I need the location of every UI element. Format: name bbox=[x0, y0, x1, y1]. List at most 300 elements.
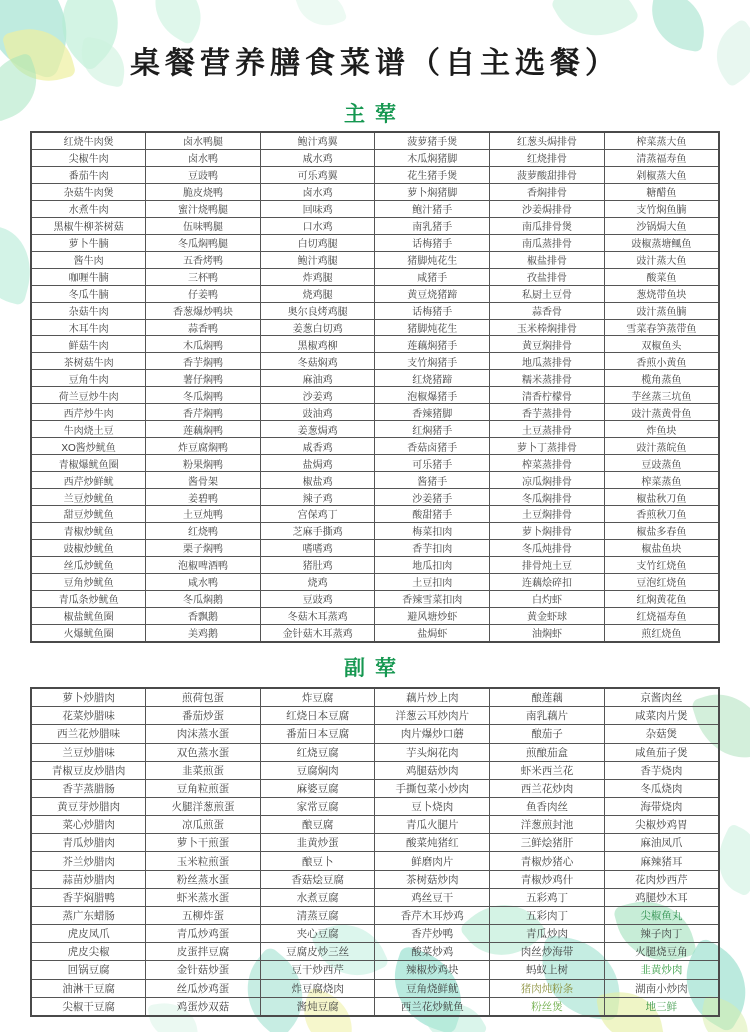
dish-cell: 红烧排骨 bbox=[490, 149, 605, 166]
dish-cell: 甜豆炒鱿鱼 bbox=[31, 506, 146, 523]
dish-cell: 鸡蛋炒双菇 bbox=[146, 997, 261, 1016]
dish-cell: 椒盐鱿鱼圈 bbox=[31, 607, 146, 624]
menu-row bbox=[31, 268, 719, 285]
dish-cell: 烧鸡腿 bbox=[260, 285, 375, 302]
dish-cell: 湖南小炒肉 bbox=[604, 979, 719, 997]
dish-cell: 香飘鹅 bbox=[146, 607, 261, 624]
dish-cell: 椒盐排骨 bbox=[490, 251, 605, 268]
dish-cell: 孜盐排骨 bbox=[490, 268, 605, 285]
menu-row bbox=[31, 353, 719, 370]
dish-cell: 韭黄炒蛋 bbox=[260, 834, 375, 852]
section-label-main-meat: 主荤 bbox=[344, 103, 406, 126]
dish-cell: 椒盐多春鱼 bbox=[604, 522, 719, 539]
dish-cell: 酸菜炒鸡 bbox=[375, 943, 490, 961]
dish-cell: 青椒豆皮炒腊肉 bbox=[31, 761, 146, 779]
dish-cell: 豆腐皮炒三丝 bbox=[260, 943, 375, 961]
dish-cell: 香芹木耳炒鸡 bbox=[375, 906, 490, 924]
dish-cell: 泡椒爆猪手 bbox=[375, 387, 490, 404]
dish-cell: 黄豆芽炒腊肉 bbox=[31, 798, 146, 816]
menu-row bbox=[31, 906, 719, 924]
dish-cell: 丝瓜炒鱿鱼 bbox=[31, 556, 146, 573]
dish-cell: 冬瓜焖鸭 bbox=[146, 387, 261, 404]
dish-cell: 豆角粒煎蛋 bbox=[146, 779, 261, 797]
dish-cell: 回味鸡 bbox=[260, 200, 375, 217]
menu-row bbox=[31, 387, 719, 404]
dish-cell: 奥尔良烤鸡腿 bbox=[260, 302, 375, 319]
dish-cell: 麻辣猪耳 bbox=[604, 852, 719, 870]
dish-cell: 榄角蒸鱼 bbox=[604, 370, 719, 387]
dish-cell: 冬菇木耳蒸鸡 bbox=[260, 607, 375, 624]
dish-cell: 冬瓜焖鹅 bbox=[146, 590, 261, 607]
dish-cell: 麻婆豆腐 bbox=[260, 779, 375, 797]
dish-cell: 鸡腿菇炒肉 bbox=[375, 761, 490, 779]
dish-cell: 栗子焖鸭 bbox=[146, 539, 261, 556]
dish-cell: 肉丝炒海带 bbox=[490, 943, 605, 961]
menu-row bbox=[31, 132, 719, 149]
dish-cell: 三杯鸭 bbox=[146, 268, 261, 285]
dish-cell: 蚂蚁上树 bbox=[490, 961, 605, 979]
dish-cell: 香芋蒸排骨 bbox=[490, 404, 605, 421]
dish-cell: 话梅猪手 bbox=[375, 302, 490, 319]
dish-cell: 青瓜炒鸡蛋 bbox=[146, 925, 261, 943]
dish-cell: 榨菜蒸排骨 bbox=[490, 455, 605, 472]
menu-row bbox=[31, 370, 719, 387]
dish-cell: 红烧豆腐 bbox=[260, 743, 375, 761]
dish-cell: 冬瓜烧肉 bbox=[604, 779, 719, 797]
menu-row bbox=[31, 319, 719, 336]
dish-cell: 青椒炒鸡什 bbox=[490, 870, 605, 888]
dish-cell: 香煎小黄鱼 bbox=[604, 353, 719, 370]
dish-cell: 南瓜排骨煲 bbox=[490, 217, 605, 234]
dish-cell: 酱猪手 bbox=[375, 472, 490, 489]
dish-cell: 鲍汁猪手 bbox=[375, 200, 490, 217]
dish-cell: 番茄日本豆腐 bbox=[260, 725, 375, 743]
dish-cell: 鲍汁鸡腿 bbox=[260, 251, 375, 268]
dish-cell: 番茄炒蛋 bbox=[146, 707, 261, 725]
dish-cell: 水煮牛肉 bbox=[31, 200, 146, 217]
dish-cell: 支竹红烧鱼 bbox=[604, 556, 719, 573]
menu-row bbox=[31, 707, 719, 725]
dish-cell: 萝卜焖排骨 bbox=[490, 522, 605, 539]
dish-cell: 尖椒鱼丸 bbox=[604, 906, 719, 924]
dish-cell: 青瓜条炒鱿鱼 bbox=[31, 590, 146, 607]
menu-row bbox=[31, 404, 719, 421]
dish-cell: 土豆蒸排骨 bbox=[490, 421, 605, 438]
dish-cell: 番茄牛肉 bbox=[31, 166, 146, 183]
dish-cell: 冬瓜焖排骨 bbox=[490, 489, 605, 506]
dish-cell: 宫保鸡丁 bbox=[260, 506, 375, 523]
dish-cell: 火腿烧豆角 bbox=[604, 943, 719, 961]
menu-row bbox=[31, 870, 719, 888]
dish-cell: 土豆焖排骨 bbox=[490, 506, 605, 523]
dish-cell: 牛肉烧土豆 bbox=[31, 421, 146, 438]
dish-cell: 椒盐鸡 bbox=[260, 472, 375, 489]
menu-row bbox=[31, 688, 719, 707]
menu-row bbox=[31, 573, 719, 590]
dish-cell: 地三鲜 bbox=[604, 997, 719, 1016]
dish-cell: 可乐鸡翼 bbox=[260, 166, 375, 183]
dish-cell: 玉米棒焖排骨 bbox=[490, 319, 605, 336]
dish-cell: 泡椒啤酒鸭 bbox=[146, 556, 261, 573]
dish-cell: 咸水鸭 bbox=[146, 573, 261, 590]
menu-row bbox=[31, 200, 719, 217]
dish-cell: 肉沫蒸水蛋 bbox=[146, 725, 261, 743]
dish-cell: 豆豉蒸鱼 bbox=[604, 455, 719, 472]
dish-cell: 青瓜火腿片 bbox=[375, 816, 490, 834]
dish-cell: 冬瓜焖鸭腿 bbox=[146, 234, 261, 251]
dish-cell: 仔姜鸭 bbox=[146, 285, 261, 302]
dish-cell: 炸豆腐焖鸭 bbox=[146, 438, 261, 455]
dish-cell: 炸鸡腿 bbox=[260, 268, 375, 285]
dish-cell: 鸡丝豆干 bbox=[375, 888, 490, 906]
dish-cell: 黄金虾球 bbox=[490, 607, 605, 624]
dish-cell: 豆干炒西芹 bbox=[260, 961, 375, 979]
dish-cell: 豆豉鸭 bbox=[146, 166, 261, 183]
dish-cell: 鲜菇牛肉 bbox=[31, 336, 146, 353]
dish-cell: 凉瓜煎蛋 bbox=[146, 816, 261, 834]
dish-cell: 葱烧带鱼块 bbox=[604, 285, 719, 302]
dish-cell: 凉瓜焖排骨 bbox=[490, 472, 605, 489]
dish-cell: 姜碧鸭 bbox=[146, 489, 261, 506]
menu-row bbox=[31, 472, 719, 489]
dish-cell: 粉果焖鸭 bbox=[146, 455, 261, 472]
dish-cell: 红焖黄花鱼 bbox=[604, 590, 719, 607]
dish-cell: 土豆炖鸭 bbox=[146, 506, 261, 523]
menu-row bbox=[31, 888, 719, 906]
dish-cell: 烧鸡 bbox=[260, 573, 375, 590]
dish-cell: 清蒸豆腐 bbox=[260, 906, 375, 924]
dish-cell: 红烧福寿鱼 bbox=[604, 607, 719, 624]
dish-cell: 红葱头焗排骨 bbox=[490, 132, 605, 149]
dish-cell: 韭黄炒肉 bbox=[604, 961, 719, 979]
dish-cell: 芥兰炒腊肉 bbox=[31, 852, 146, 870]
dish-cell: 藕片炒上肉 bbox=[375, 688, 490, 707]
menu-row bbox=[31, 421, 719, 438]
dish-cell: 连藕烩碎扣 bbox=[490, 573, 605, 590]
dish-cell: 煎酿茄盒 bbox=[490, 743, 605, 761]
dish-cell: 沙姜鸡 bbox=[260, 387, 375, 404]
dish-cell: 盐焗鸡 bbox=[260, 455, 375, 472]
menu-row bbox=[31, 798, 719, 816]
dish-cell: 虎皮凤爪 bbox=[31, 925, 146, 943]
dish-cell: 杂菇煲 bbox=[604, 725, 719, 743]
menu-row bbox=[31, 455, 719, 472]
dish-cell: 咖喱牛腩 bbox=[31, 268, 146, 285]
dish-cell: 香菇卤猪手 bbox=[375, 438, 490, 455]
menu-row bbox=[31, 489, 719, 506]
dish-cell: 黄豆烧猪蹄 bbox=[375, 285, 490, 302]
menu-row bbox=[31, 852, 719, 870]
dish-cell: 虾米蒸水蛋 bbox=[146, 888, 261, 906]
dish-cell: 油焖虾 bbox=[490, 624, 605, 642]
dish-cell: 炸豆腐 bbox=[260, 688, 375, 707]
dish-cell: 花肉炒西芹 bbox=[604, 870, 719, 888]
dish-cell: 地瓜蒸排骨 bbox=[490, 353, 605, 370]
dish-cell: 煎红烧鱼 bbox=[604, 624, 719, 642]
dish-cell: 地瓜扣肉 bbox=[375, 556, 490, 573]
dish-cell: 夹心豆腐 bbox=[260, 925, 375, 943]
dish-cell: 杂菇牛肉煲 bbox=[31, 183, 146, 200]
dish-cell: 西兰花炒鱿鱼 bbox=[375, 997, 490, 1016]
dish-cell: 鲜磨肉片 bbox=[375, 852, 490, 870]
dish-cell: 盐焗虾 bbox=[375, 624, 490, 642]
menu-row bbox=[31, 506, 719, 523]
dish-cell: 茶树菇牛肉 bbox=[31, 353, 146, 370]
menu-row bbox=[31, 251, 719, 268]
dish-cell: 香辣猪脚 bbox=[375, 404, 490, 421]
menu-row bbox=[31, 336, 719, 353]
dish-cell: 红烧日本豆腐 bbox=[260, 707, 375, 725]
dish-cell: 双色蒸水蛋 bbox=[146, 743, 261, 761]
menu-row bbox=[31, 149, 719, 166]
dish-cell: 清香柠檬骨 bbox=[490, 387, 605, 404]
dish-cell: 莲藕焖猪手 bbox=[375, 336, 490, 353]
menu-row bbox=[31, 834, 719, 852]
menu-row bbox=[31, 761, 719, 779]
menu-row bbox=[31, 997, 719, 1016]
dish-cell: 五彩肉丁 bbox=[490, 906, 605, 924]
dish-cell: 五彩鸡丁 bbox=[490, 888, 605, 906]
dish-cell: 回锅豆腐 bbox=[31, 961, 146, 979]
dish-cell: 榨菜蒸大鱼 bbox=[604, 132, 719, 149]
dish-cell: 糖醋鱼 bbox=[604, 183, 719, 200]
menu-row bbox=[31, 624, 719, 642]
dish-cell: 红焖猪手 bbox=[375, 421, 490, 438]
dish-cell: 豆角牛肉 bbox=[31, 370, 146, 387]
dish-cell: 木耳牛肉 bbox=[31, 319, 146, 336]
menu-row bbox=[31, 925, 719, 943]
dish-cell: 私厨土豆骨 bbox=[490, 285, 605, 302]
dish-cell: 菠萝酸甜排骨 bbox=[490, 166, 605, 183]
dish-cell: 南瓜蒸排骨 bbox=[490, 234, 605, 251]
dish-cell: 麻油凤爪 bbox=[604, 834, 719, 852]
dish-cell: 糯米蒸排骨 bbox=[490, 370, 605, 387]
dish-cell: 萝卜干煎蛋 bbox=[146, 834, 261, 852]
section-label-secondary-meat: 副荤 bbox=[344, 657, 406, 680]
dish-cell: 酿茄子 bbox=[490, 725, 605, 743]
dish-cell: 猪肚鸡 bbox=[260, 556, 375, 573]
dish-cell: 炸鱼块 bbox=[604, 421, 719, 438]
menu-row bbox=[31, 285, 719, 302]
dish-cell: 伍味鸭腿 bbox=[146, 217, 261, 234]
dish-cell: 西芹炒鲜鱿 bbox=[31, 472, 146, 489]
dish-cell: 椒盐秋刀鱼 bbox=[604, 489, 719, 506]
dish-cell: 尖椒牛肉 bbox=[31, 149, 146, 166]
menu-row bbox=[31, 166, 719, 183]
menu-row bbox=[31, 816, 719, 834]
dish-cell: 萝卜牛腩 bbox=[31, 234, 146, 251]
dish-cell: 京酱肉丝 bbox=[604, 688, 719, 707]
dish-cell: 五柳炸蛋 bbox=[146, 906, 261, 924]
dish-cell: 金针菇木耳蒸鸡 bbox=[260, 624, 375, 642]
dish-cell: 南乳藕片 bbox=[490, 707, 605, 725]
dish-cell: 青椒爆鱿鱼圈 bbox=[31, 455, 146, 472]
dish-cell: 肉片爆炒口蘑 bbox=[375, 725, 490, 743]
dish-cell: 辣子肉丁 bbox=[604, 925, 719, 943]
dish-cell: 煎荷包蛋 bbox=[146, 688, 261, 707]
dish-cell: 鲍汁鸡翼 bbox=[260, 132, 375, 149]
dish-cell: 青瓜炒肉 bbox=[490, 925, 605, 943]
dish-cell: 香葱爆炒鸭块 bbox=[146, 302, 261, 319]
dish-cell: 青瓜炒腊肉 bbox=[31, 834, 146, 852]
dish-cell: 蒜苗炒腊肉 bbox=[31, 870, 146, 888]
menu-row bbox=[31, 438, 719, 455]
dish-cell: 水煮豆腐 bbox=[260, 888, 375, 906]
dish-cell: 美鸡鹅 bbox=[146, 624, 261, 642]
dish-cell: 白灼虾 bbox=[490, 590, 605, 607]
dish-cell: 花菜炒腊味 bbox=[31, 707, 146, 725]
dish-cell: 豉汁蒸鱼腩 bbox=[604, 302, 719, 319]
dish-cell: 香辣雪菜扣肉 bbox=[375, 590, 490, 607]
dish-cell: 手撕包菜小炒肉 bbox=[375, 779, 490, 797]
dish-cell: 蒜香骨 bbox=[490, 302, 605, 319]
dish-cell: 咸鱼茄子煲 bbox=[604, 743, 719, 761]
dish-cell: 沙锅焗大鱼 bbox=[604, 217, 719, 234]
dish-cell: 豉椒蒸塘鲺鱼 bbox=[604, 234, 719, 251]
dish-cell: 避风塘炒虾 bbox=[375, 607, 490, 624]
dish-cell: 咸香鸡 bbox=[260, 438, 375, 455]
dish-cell: 香芋焖鸭 bbox=[146, 353, 261, 370]
secondary-meat-table bbox=[30, 687, 720, 1017]
dish-cell: 芋头焖花肉 bbox=[375, 743, 490, 761]
dish-cell: 莲藕焖鸭 bbox=[146, 421, 261, 438]
dish-cell: 姜葱白切鸡 bbox=[260, 319, 375, 336]
dish-cell: 香芹炒鸭 bbox=[375, 925, 490, 943]
dish-cell: 芝麻手撕鸡 bbox=[260, 522, 375, 539]
main-meat-table bbox=[30, 131, 720, 643]
dish-cell: 茶树菇炒肉 bbox=[375, 870, 490, 888]
dish-cell: 口水鸡 bbox=[260, 217, 375, 234]
dish-cell: 香芋烧肉 bbox=[604, 761, 719, 779]
dish-cell: 支竹焖鱼腩 bbox=[604, 200, 719, 217]
dish-cell: 虾米西兰花 bbox=[490, 761, 605, 779]
dish-cell: 豉油鸡 bbox=[260, 404, 375, 421]
menu-row bbox=[31, 590, 719, 607]
dish-cell: 荷兰豆炒牛肉 bbox=[31, 387, 146, 404]
dish-cell: 豆卜烧肉 bbox=[375, 798, 490, 816]
dish-cell: 可乐猪手 bbox=[375, 455, 490, 472]
dish-cell: 南乳猪手 bbox=[375, 217, 490, 234]
menu-row bbox=[31, 522, 719, 539]
dish-cell: 猪脚炖花生 bbox=[375, 251, 490, 268]
dish-cell: 菠萝猪手煲 bbox=[375, 132, 490, 149]
dish-cell: 卤水鸡 bbox=[260, 183, 375, 200]
dish-cell: 香芋扣肉 bbox=[375, 539, 490, 556]
dish-cell: 炸豆腐烧肉 bbox=[260, 979, 375, 997]
dish-cell: 火爆鱿鱼圈 bbox=[31, 624, 146, 642]
dish-cell: 姜葱焗鸡 bbox=[260, 421, 375, 438]
dish-cell: 粉丝蒸水蛋 bbox=[146, 870, 261, 888]
dish-cell: 梅菜扣肉 bbox=[375, 522, 490, 539]
dish-cell: 尖椒干豆腐 bbox=[31, 997, 146, 1016]
dish-cell: 双椒鱼头 bbox=[604, 336, 719, 353]
menu-row bbox=[31, 725, 719, 743]
dish-cell: 黑椒牛柳茶树菇 bbox=[31, 217, 146, 234]
dish-cell: 海带烧肉 bbox=[604, 798, 719, 816]
dish-cell: 皮蛋拌豆腐 bbox=[146, 943, 261, 961]
dish-cell: 话梅猪手 bbox=[375, 234, 490, 251]
dish-cell: 冬菇焖鸡 bbox=[260, 353, 375, 370]
dish-cell: 蒸广东蜡肠 bbox=[31, 906, 146, 924]
dish-cell: 粉丝煲 bbox=[490, 997, 605, 1016]
dish-cell: 家常豆腐 bbox=[260, 798, 375, 816]
dish-cell: 青椒炒猪心 bbox=[490, 852, 605, 870]
dish-cell: 尖椒炒鸡胃 bbox=[604, 816, 719, 834]
dish-cell: 五香烤鸭 bbox=[146, 251, 261, 268]
menu-row bbox=[31, 556, 719, 573]
menu-row bbox=[31, 979, 719, 997]
dish-cell: 韭菜煎蛋 bbox=[146, 761, 261, 779]
menu-row bbox=[31, 539, 719, 556]
dish-cell: 冬瓜牛腩 bbox=[31, 285, 146, 302]
dish-cell: 清蒸福寿鱼 bbox=[604, 149, 719, 166]
dish-cell: 猪脚炖花生 bbox=[375, 319, 490, 336]
dish-cell: 酸菜炖猪红 bbox=[375, 834, 490, 852]
dish-cell: 香焖排骨 bbox=[490, 183, 605, 200]
dish-cell: 虎皮尖椒 bbox=[31, 943, 146, 961]
dish-cell: 丝瓜炒鸡蛋 bbox=[146, 979, 261, 997]
dish-cell: 豉汁蒸大鱼 bbox=[604, 251, 719, 268]
dish-cell: 黄豆焖排骨 bbox=[490, 336, 605, 353]
dish-cell: 支竹焖猪手 bbox=[375, 353, 490, 370]
dish-cell: 沙姜焗排骨 bbox=[490, 200, 605, 217]
dish-cell: 薯仔焖鸭 bbox=[146, 370, 261, 387]
dish-cell: 洋葱云耳炒肉片 bbox=[375, 707, 490, 725]
dish-cell: 杂菇牛肉 bbox=[31, 302, 146, 319]
dish-cell: 豆泡红烧鱼 bbox=[604, 573, 719, 590]
dish-cell: 咸猪手 bbox=[375, 268, 490, 285]
dish-cell: 西兰花炒肉 bbox=[490, 779, 605, 797]
dish-cell: 菜心炒腊肉 bbox=[31, 816, 146, 834]
menu-row bbox=[31, 743, 719, 761]
dish-cell: 豆豉鸡 bbox=[260, 590, 375, 607]
dish-cell: 蜜汁烧鸭腿 bbox=[146, 200, 261, 217]
dish-cell: 火腿洋葱煎蛋 bbox=[146, 798, 261, 816]
dish-cell: 玉米粒煎蛋 bbox=[146, 852, 261, 870]
dish-cell: 鸡腿炒木耳 bbox=[604, 888, 719, 906]
dish-cell: 豉汁蒸黄骨鱼 bbox=[604, 404, 719, 421]
dish-cell: 兰豆炒鱿鱼 bbox=[31, 489, 146, 506]
dish-cell: 酸甜猪手 bbox=[375, 506, 490, 523]
dish-cell: 酱牛肉 bbox=[31, 251, 146, 268]
dish-cell: 酿豆卜 bbox=[260, 852, 375, 870]
menu-row bbox=[31, 183, 719, 200]
dish-cell: 香芹焖鸭 bbox=[146, 404, 261, 421]
menu-row bbox=[31, 943, 719, 961]
dish-cell: 酿豆腐 bbox=[260, 816, 375, 834]
dish-cell: 豆角烧鲜鱿 bbox=[375, 979, 490, 997]
dish-cell: 香芋蒸腊肠 bbox=[31, 779, 146, 797]
dish-cell: 木瓜焖鸭 bbox=[146, 336, 261, 353]
dish-cell: 三鲜烩猪肝 bbox=[490, 834, 605, 852]
dish-cell: 冬瓜炖排骨 bbox=[490, 539, 605, 556]
dish-cell: 油淋干豆腐 bbox=[31, 979, 146, 997]
dish-cell: 酿莲藕 bbox=[490, 688, 605, 707]
dish-cell: 木瓜焖猪脚 bbox=[375, 149, 490, 166]
dish-cell: 豆腐焖肉 bbox=[260, 761, 375, 779]
dish-cell: 黑椒鸡柳 bbox=[260, 336, 375, 353]
dish-cell: 脆皮烧鸭 bbox=[146, 183, 261, 200]
dish-cell: 土豆扣肉 bbox=[375, 573, 490, 590]
dish-cell: 酱炖豆腐 bbox=[260, 997, 375, 1016]
dish-cell: 香菇烩豆腐 bbox=[260, 870, 375, 888]
dish-cell: 香煎秋刀鱼 bbox=[604, 506, 719, 523]
dish-cell: 蒜香鸭 bbox=[146, 319, 261, 336]
dish-cell: 剁椒蒸大鱼 bbox=[604, 166, 719, 183]
dish-cell: 咸菜肉片煲 bbox=[604, 707, 719, 725]
dish-cell: 排骨炖土豆 bbox=[490, 556, 605, 573]
dish-cell: 猪肉炖粉条 bbox=[490, 979, 605, 997]
